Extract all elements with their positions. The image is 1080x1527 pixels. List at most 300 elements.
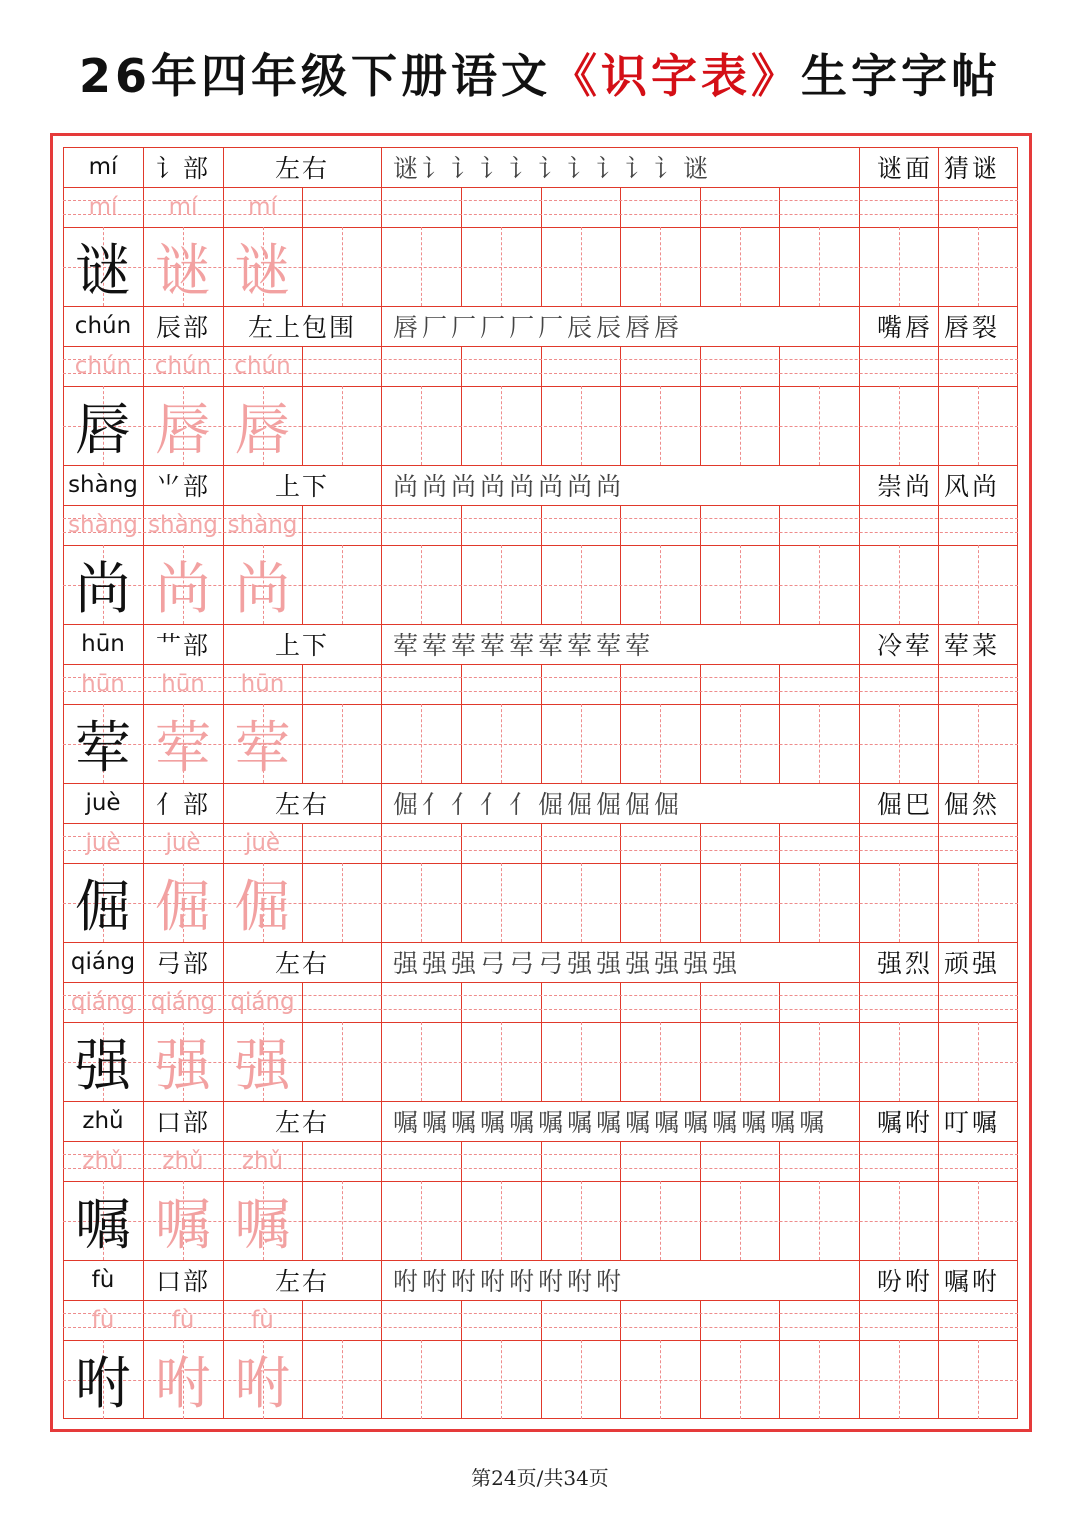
stroke-step: 尚 xyxy=(393,472,423,501)
stroke-step: 尚 xyxy=(538,472,568,501)
trace-character: 尚 xyxy=(234,556,291,622)
character-row xyxy=(63,942,1018,1101)
trace-character: 强 xyxy=(234,1033,291,1099)
grid-line xyxy=(381,1300,382,1419)
stroke-step: 弓 xyxy=(480,949,510,978)
grid-line xyxy=(700,823,701,942)
stroke-step: 强 xyxy=(683,949,713,978)
guide-line xyxy=(819,227,820,306)
stroke-step: 嘱 xyxy=(770,1108,800,1137)
stroke-step: 咐 xyxy=(596,1267,626,1296)
guide-line xyxy=(501,1181,502,1260)
guide-line xyxy=(660,1340,661,1419)
guide-line xyxy=(819,1181,820,1260)
stroke-step: 唇 xyxy=(393,313,423,342)
stroke-step: 咐 xyxy=(509,1267,539,1296)
guide-line xyxy=(899,1181,900,1260)
grid-line xyxy=(620,1141,621,1260)
grid-line xyxy=(938,823,939,942)
guide-line xyxy=(740,386,741,465)
grid-line xyxy=(1017,982,1018,1101)
grid-line xyxy=(1017,1300,1018,1419)
grid-line xyxy=(381,982,382,1101)
character-row xyxy=(63,783,1018,942)
guide-line xyxy=(660,386,661,465)
grid-line xyxy=(779,505,780,624)
stroke-step: 嘱 xyxy=(596,1108,626,1137)
stroke-step: 讠 xyxy=(480,154,510,183)
grid-line xyxy=(381,664,382,783)
guide-line xyxy=(342,386,343,465)
grid-line xyxy=(620,823,621,942)
guide-line xyxy=(978,227,979,306)
guide-line xyxy=(740,545,741,624)
grid-line xyxy=(302,823,303,942)
stroke-step: 荤 xyxy=(422,631,452,660)
structure-label: 左上包围 xyxy=(247,313,356,342)
stroke-step: 讠 xyxy=(509,154,539,183)
guide-line xyxy=(660,1181,661,1260)
stroke-step: 讠 xyxy=(451,154,481,183)
pinyin-trace: mí xyxy=(168,194,198,220)
pinyin-label: zhǔ xyxy=(82,1108,124,1134)
grid-line xyxy=(1017,1141,1018,1260)
grid-line xyxy=(541,346,542,465)
stroke-step: 荤 xyxy=(451,631,481,660)
grid-line xyxy=(381,1141,382,1260)
guide-line xyxy=(978,386,979,465)
grid-line xyxy=(302,982,303,1101)
trace-character: 荤 xyxy=(234,715,291,781)
guide-line xyxy=(501,863,502,942)
stroke-step: 咐 xyxy=(538,1267,568,1296)
stroke-step: 荤 xyxy=(625,631,655,660)
stroke-step: 倔 xyxy=(654,790,684,819)
grid-line xyxy=(620,187,621,306)
trace-character: 尚 xyxy=(155,556,211,622)
grid-line xyxy=(461,505,462,624)
guide-line xyxy=(978,863,979,942)
trace-character: 嘱 xyxy=(155,1192,211,1258)
guide-line xyxy=(421,1181,422,1260)
pinyin-trace: zhǔ xyxy=(82,1148,124,1174)
radical-label: 讠部 xyxy=(155,154,210,183)
pinyin-trace: qiáng xyxy=(230,989,295,1015)
stroke-order xyxy=(381,1260,859,1300)
grid-line xyxy=(859,187,860,306)
grid-line xyxy=(1017,664,1018,783)
stroke-order xyxy=(381,465,859,505)
guide-line xyxy=(501,386,502,465)
grid-line xyxy=(700,1141,701,1260)
grid-line xyxy=(302,346,303,465)
page-title xyxy=(0,40,1080,106)
title-prefix: 26年四年级下册语文 xyxy=(78,49,551,103)
grid-line xyxy=(461,982,462,1101)
guide-line xyxy=(342,545,343,624)
grid-line xyxy=(938,187,939,306)
radical-label: 辰部 xyxy=(155,313,210,342)
guide-line xyxy=(421,1022,422,1101)
grid-line xyxy=(302,1300,303,1419)
guide-line xyxy=(581,1340,582,1419)
example-words: 谜面 猜谜 xyxy=(877,154,1000,183)
guide-line xyxy=(740,1181,741,1260)
grid-line xyxy=(1017,346,1018,465)
stroke-step: 谜 xyxy=(393,154,423,183)
stroke-step: 咐 xyxy=(422,1267,452,1296)
radical-label: 口部 xyxy=(155,1267,210,1296)
grid-line xyxy=(620,982,621,1101)
grid-line xyxy=(938,1141,939,1260)
page-footer: 第24页/共34页 xyxy=(471,1466,609,1490)
model-character: 咐 xyxy=(75,1351,131,1417)
grid-line xyxy=(700,1300,701,1419)
stroke-step: 尚 xyxy=(596,472,626,501)
stroke-step: 荤 xyxy=(480,631,510,660)
trace-character: 荤 xyxy=(155,715,211,781)
grid-line xyxy=(381,346,382,465)
stroke-order xyxy=(381,783,859,823)
character-row xyxy=(63,147,1018,306)
pinyin-trace: chún xyxy=(154,353,212,379)
grid-line xyxy=(700,664,701,783)
stroke-step: 讠 xyxy=(538,154,568,183)
grid-line xyxy=(461,1300,462,1419)
stroke-step: 辰 xyxy=(567,313,597,342)
guide-line xyxy=(501,1022,502,1101)
grid-line xyxy=(938,982,939,1101)
grid-line xyxy=(541,505,542,624)
structure-label: 左右 xyxy=(274,1108,329,1137)
stroke-step: 讠 xyxy=(422,154,452,183)
stroke-order xyxy=(381,147,859,187)
grid-line xyxy=(779,823,780,942)
grid-line xyxy=(779,1141,780,1260)
guide-line xyxy=(581,386,582,465)
guide-line xyxy=(342,1181,343,1260)
grid-line xyxy=(541,1141,542,1260)
grid-line xyxy=(1017,505,1018,624)
model-character: 荤 xyxy=(75,715,131,781)
guide-line xyxy=(660,863,661,942)
radical-label: 口部 xyxy=(155,1108,210,1137)
guide-line xyxy=(819,386,820,465)
stroke-step: 亻 xyxy=(480,790,510,819)
grid-line xyxy=(859,1300,860,1419)
structure-label: 左右 xyxy=(274,949,329,978)
pinyin-trace: chún xyxy=(234,353,291,379)
model-character: 嘱 xyxy=(75,1192,131,1258)
stroke-step: 咐 xyxy=(451,1267,481,1296)
pinyin-trace: hūn xyxy=(161,671,205,697)
stroke-step: 讠 xyxy=(654,154,684,183)
grid-line xyxy=(938,664,939,783)
stroke-step: 强 xyxy=(712,949,742,978)
pinyin-label: qiáng xyxy=(70,949,136,975)
stroke-step: 嘱 xyxy=(480,1108,510,1137)
guide-line xyxy=(342,704,343,783)
stroke-step: 嘱 xyxy=(538,1108,568,1137)
model-character: 谜 xyxy=(75,238,131,304)
grid-line xyxy=(620,505,621,624)
grid-line xyxy=(859,505,860,624)
grid-line xyxy=(620,664,621,783)
stroke-step: 讠 xyxy=(596,154,626,183)
stroke-step: 唇 xyxy=(654,313,684,342)
stroke-step: 倔 xyxy=(625,790,655,819)
pinyin-trace: shàng xyxy=(227,512,298,538)
guide-line xyxy=(978,1022,979,1101)
stroke-step: 嘱 xyxy=(393,1108,423,1137)
stroke-step: 咐 xyxy=(567,1267,597,1296)
stroke-step: 倔 xyxy=(596,790,626,819)
guide-line xyxy=(660,704,661,783)
example-words: 嘴唇 唇裂 xyxy=(877,313,1000,342)
stroke-step: 亻 xyxy=(509,790,539,819)
grid-line xyxy=(700,982,701,1101)
guide-line xyxy=(740,704,741,783)
trace-character: 谜 xyxy=(234,238,291,304)
guide-line xyxy=(660,1022,661,1101)
character-row xyxy=(63,306,1018,465)
guide-line xyxy=(581,545,582,624)
trace-character: 谜 xyxy=(155,238,211,304)
stroke-step: 嘱 xyxy=(712,1108,742,1137)
pinyin-label: chún xyxy=(74,313,132,339)
guide-line xyxy=(899,227,900,306)
guide-line xyxy=(342,1340,343,1419)
guide-line xyxy=(421,227,422,306)
guide-line xyxy=(740,1022,741,1101)
trace-character: 强 xyxy=(155,1033,211,1099)
stroke-step: 厂 xyxy=(480,313,510,342)
stroke-step: 尚 xyxy=(567,472,597,501)
radical-label: 艹部 xyxy=(155,631,210,660)
grid-line xyxy=(938,346,939,465)
stroke-step: 讠 xyxy=(567,154,597,183)
grid-line xyxy=(779,982,780,1101)
guide-line xyxy=(501,704,502,783)
guide-line xyxy=(421,863,422,942)
stroke-step: 尚 xyxy=(422,472,452,501)
example-words: 崇尚 风尚 xyxy=(877,472,1000,501)
stroke-step: 厂 xyxy=(509,313,539,342)
title-highlight: 《识字表》 xyxy=(551,49,801,103)
pinyin-trace: fù xyxy=(171,1307,195,1333)
guide-line xyxy=(342,227,343,306)
character-row xyxy=(63,1260,1018,1419)
guide-line xyxy=(581,704,582,783)
guide-line xyxy=(819,704,820,783)
guide-line xyxy=(740,863,741,942)
trace-character: 唇 xyxy=(234,397,291,463)
stroke-step: 嘱 xyxy=(741,1108,771,1137)
stroke-step: 嘱 xyxy=(451,1108,481,1137)
guide-line xyxy=(421,545,422,624)
model-character: 尚 xyxy=(75,556,131,622)
stroke-step: 强 xyxy=(654,949,684,978)
pinyin-trace: chún xyxy=(74,353,132,379)
guide-line xyxy=(740,1340,741,1419)
grid-line xyxy=(779,346,780,465)
example-words: 吩咐 嘱咐 xyxy=(877,1267,1000,1296)
grid-line xyxy=(302,664,303,783)
guide-line xyxy=(421,386,422,465)
stroke-step: 嘱 xyxy=(683,1108,713,1137)
grid-line xyxy=(461,346,462,465)
stroke-step: 荤 xyxy=(509,631,539,660)
guide-line xyxy=(342,863,343,942)
stroke-step: 尚 xyxy=(480,472,510,501)
structure-label: 左右 xyxy=(274,154,329,183)
grid-line xyxy=(779,1300,780,1419)
guide-line xyxy=(899,1022,900,1101)
stroke-order xyxy=(381,306,859,346)
pinyin-trace: shàng xyxy=(68,512,138,538)
trace-character: 咐 xyxy=(155,1351,211,1417)
pinyin-trace: mí xyxy=(88,194,118,220)
stroke-step: 咐 xyxy=(480,1267,510,1296)
stroke-order xyxy=(381,942,859,982)
radical-label: ⺌部 xyxy=(155,472,210,501)
stroke-step: 弓 xyxy=(538,949,568,978)
stroke-step: 倔 xyxy=(538,790,568,819)
guide-line xyxy=(342,1022,343,1101)
example-words: 强烈 顽强 xyxy=(877,949,1000,978)
pinyin-trace: qiáng xyxy=(70,989,136,1015)
guide-line xyxy=(660,227,661,306)
guide-line xyxy=(899,386,900,465)
grid-line xyxy=(461,823,462,942)
stroke-step: 倔 xyxy=(567,790,597,819)
pinyin-trace: juè xyxy=(85,830,121,856)
character-row xyxy=(63,1101,1018,1260)
stroke-step: 强 xyxy=(422,949,452,978)
pinyin-trace: zhǔ xyxy=(162,1148,204,1174)
model-character: 强 xyxy=(75,1033,131,1099)
guide-line xyxy=(819,545,820,624)
grid-line xyxy=(302,505,303,624)
grid-line xyxy=(700,346,701,465)
trace-character: 咐 xyxy=(234,1351,291,1417)
example-words: 倔巴 倔然 xyxy=(877,790,1000,819)
stroke-step: 荤 xyxy=(567,631,597,660)
pinyin-trace: mí xyxy=(248,194,277,220)
guide-line xyxy=(581,1022,582,1101)
grid-line xyxy=(620,1300,621,1419)
stroke-step: 强 xyxy=(596,949,626,978)
grid-line xyxy=(859,346,860,465)
stroke-step: 亻 xyxy=(451,790,481,819)
guide-line xyxy=(581,1181,582,1260)
guide-line xyxy=(899,1340,900,1419)
grid-line xyxy=(461,1141,462,1260)
stroke-step: 强 xyxy=(567,949,597,978)
stroke-step: 荤 xyxy=(596,631,626,660)
stroke-step: 嘱 xyxy=(567,1108,597,1137)
stroke-step: 嘱 xyxy=(625,1108,655,1137)
grid-line xyxy=(461,187,462,306)
stroke-step: 强 xyxy=(625,949,655,978)
guide-line xyxy=(819,1340,820,1419)
stroke-step: 倔 xyxy=(393,790,423,819)
character-grid xyxy=(63,147,1018,1419)
stroke-step: 亻 xyxy=(422,790,452,819)
example-words: 冷荤 荤菜 xyxy=(877,631,1000,660)
structure-label: 左右 xyxy=(274,790,329,819)
guide-line xyxy=(501,545,502,624)
stroke-step: 嘱 xyxy=(799,1108,829,1137)
structure-label: 上下 xyxy=(274,631,329,660)
stroke-step: 荤 xyxy=(538,631,568,660)
grid-line xyxy=(1017,187,1018,306)
pinyin-label: juè xyxy=(85,790,121,816)
guide-line xyxy=(899,545,900,624)
stroke-step: 咐 xyxy=(393,1267,423,1296)
grid-line xyxy=(779,664,780,783)
structure-label: 左右 xyxy=(274,1267,329,1296)
grid-line xyxy=(381,823,382,942)
pinyin-trace: qiáng xyxy=(150,989,216,1015)
grid-line xyxy=(700,187,701,306)
stroke-step: 强 xyxy=(451,949,481,978)
trace-character: 倔 xyxy=(234,874,291,940)
stroke-step: 谜 xyxy=(683,154,713,183)
pinyin-trace: shàng xyxy=(148,512,218,538)
trace-character: 嘱 xyxy=(234,1192,291,1258)
character-row xyxy=(63,465,1018,624)
grid-line xyxy=(381,187,382,306)
guide-line xyxy=(421,704,422,783)
guide-line xyxy=(819,863,820,942)
grid-line xyxy=(859,664,860,783)
stroke-step: 尚 xyxy=(509,472,539,501)
stroke-step: 厂 xyxy=(422,313,452,342)
guide-line xyxy=(899,863,900,942)
title-suffix: 生字字帖 xyxy=(801,49,1001,103)
guide-line xyxy=(978,545,979,624)
pinyin-trace: fù xyxy=(251,1307,274,1333)
stroke-step: 嘱 xyxy=(422,1108,452,1137)
stroke-step: 讠 xyxy=(625,154,655,183)
grid-line xyxy=(859,823,860,942)
grid-line xyxy=(700,505,701,624)
pinyin-label: hūn xyxy=(81,631,125,657)
guide-line xyxy=(581,227,582,306)
grid-line xyxy=(541,1300,542,1419)
example-words: 嘱咐 叮嘱 xyxy=(877,1108,1000,1137)
guide-line xyxy=(421,1340,422,1419)
pinyin-label: mí xyxy=(88,154,118,180)
grid-line xyxy=(461,664,462,783)
stroke-step: 嘱 xyxy=(654,1108,684,1137)
model-character: 倔 xyxy=(75,874,131,940)
pinyin-trace: juè xyxy=(165,830,201,856)
stroke-step: 弓 xyxy=(509,949,539,978)
grid-line xyxy=(859,1141,860,1260)
stroke-step: 强 xyxy=(393,949,423,978)
stroke-order xyxy=(381,624,859,664)
character-row xyxy=(63,624,1018,783)
grid-line xyxy=(938,1300,939,1419)
pinyin-trace: hūn xyxy=(81,671,125,697)
stroke-step: 辰 xyxy=(596,313,626,342)
grid-line xyxy=(302,187,303,306)
stroke-step: 尚 xyxy=(451,472,481,501)
stroke-step: 唇 xyxy=(625,313,655,342)
guide-line xyxy=(978,1181,979,1260)
